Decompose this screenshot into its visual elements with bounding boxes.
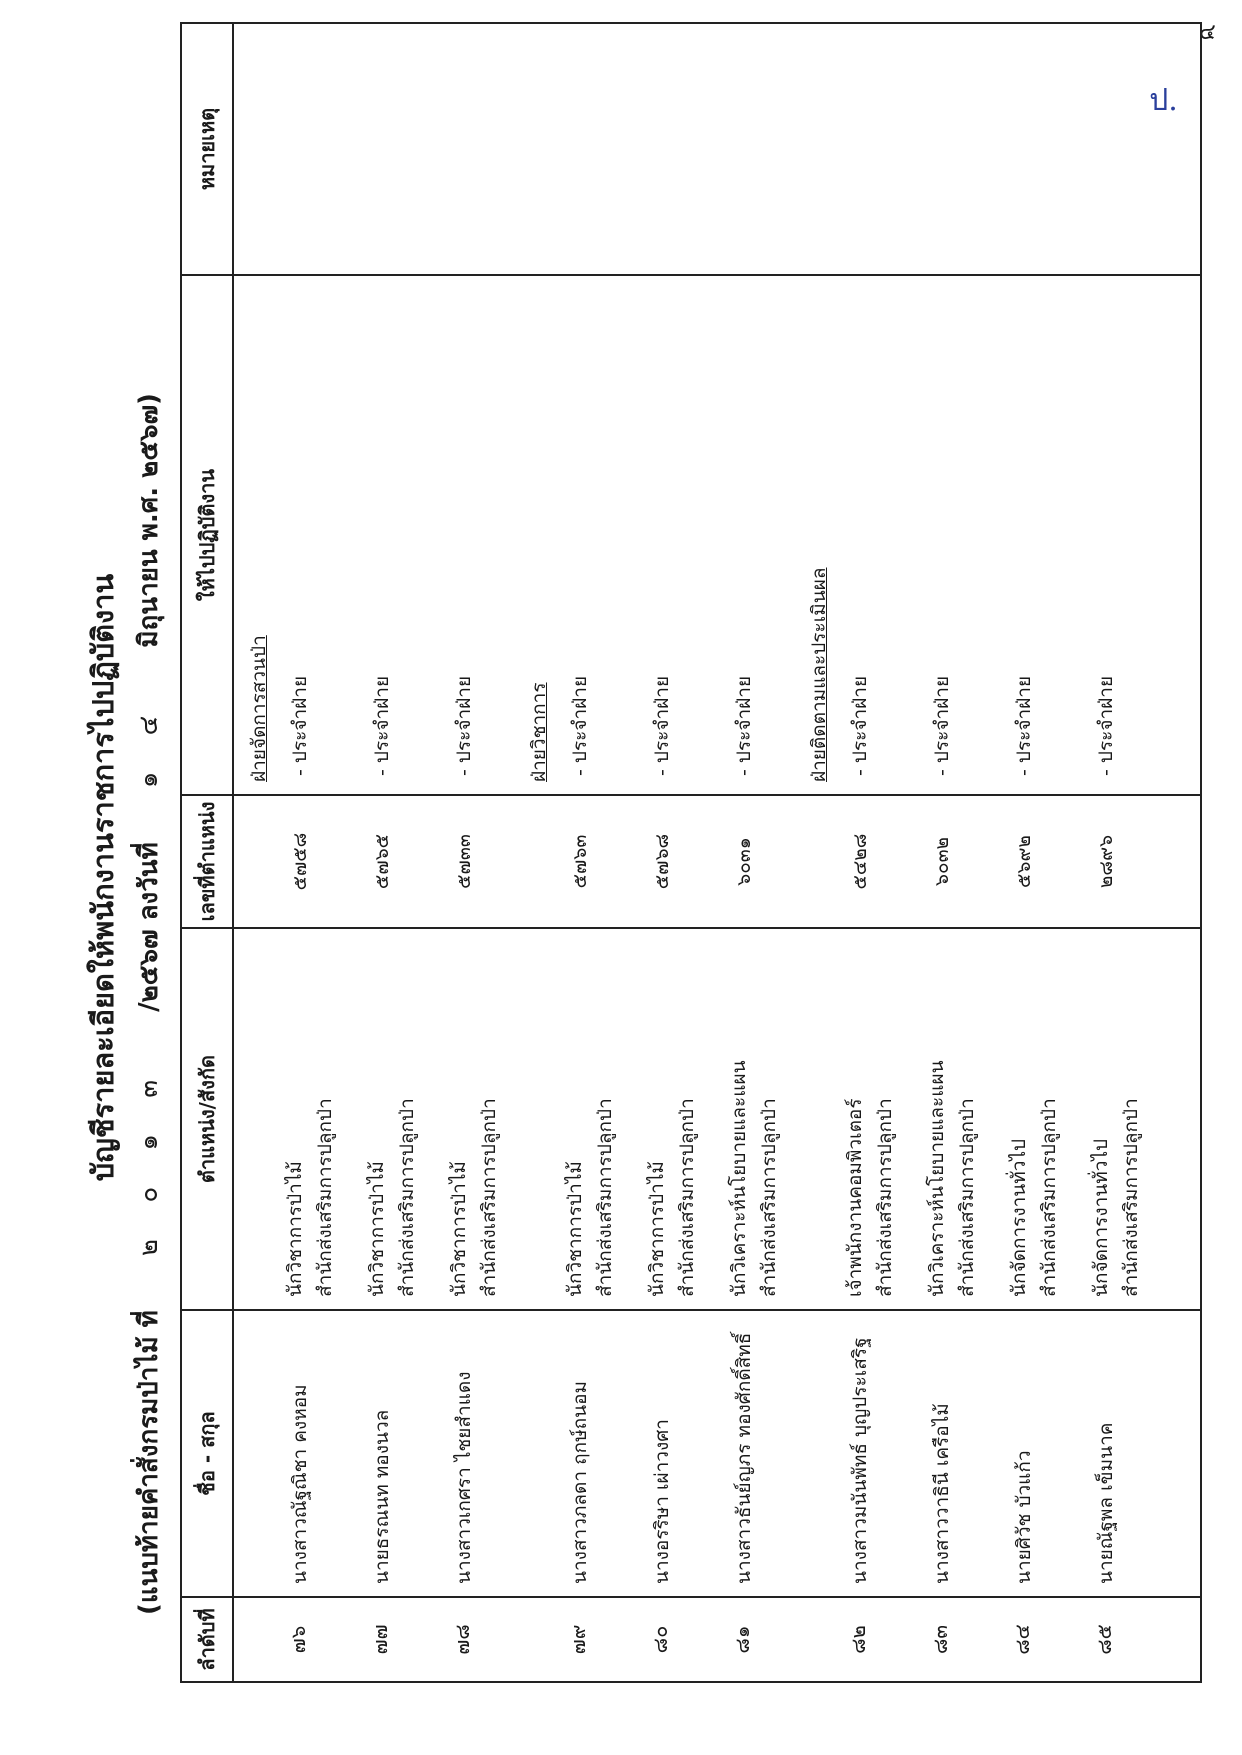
col-header-remark: หมายเหตุ [182,24,233,275]
col-header-position-no: เลขที่ตำแหน่ง [182,795,233,928]
page-number: ๔ [1199,20,1216,46]
employee-name: นายธรณนท ทองนวล [371,1409,393,1584]
position-number: ๕๗๓๓ [453,834,475,889]
position-number: ๕๔๒๘ [849,833,871,890]
position-number: ๕๖๙๒ [1013,835,1035,888]
position-number: ๖๐๓๒ [931,836,953,887]
unit-name: สำนักส่งเสริมการปลูกป่า [594,1098,616,1297]
col-header-no: ลำดับที่ [182,1597,233,1681]
employee-name: นายณัฐพล เข็มนาค [1095,1422,1117,1584]
column-no [233,1597,1200,1681]
row-number: ๘๒ [846,1625,870,1654]
row-number: ๘๑ [730,1625,754,1654]
assignment: - ประจำฝ่าย [1013,675,1035,776]
unit-name: สำนักส่งเสริมการปลูกป่า [396,1098,418,1297]
position-unit [438,929,526,1309]
unit-name: สำนักส่งเสริมการปลูกป่า [314,1098,336,1297]
row-number: ๗๘ [450,1624,474,1655]
employee-name: นางสาวธันย์ญภร ทองศักดิ์สิทธิ์ [733,1332,755,1584]
assignment: - ประจำฝ่าย [931,675,953,776]
unit-name: สำนักส่งเสริมการปลูกป่า [956,1098,978,1297]
position-number: ๕๗๖๓ [569,834,591,889]
unit-name: สำนักส่งเสริมการปลูกป่า [874,1098,896,1297]
column-remark [233,24,1200,275]
assignment: - ประจำฝ่าย [1095,675,1117,776]
position-unit [356,929,444,1309]
position-title: เจ้าพนักงานคอมพิวเตอร์ [844,1098,866,1297]
position-title: นักวิชาการป่าไม้ [646,1161,668,1297]
position-unit [718,929,806,1309]
position-title: นักจัดการงานทั่วไป [1008,1138,1030,1297]
position-number: ๒๘๙๖ [1095,834,1117,889]
position-unit [916,929,1004,1309]
row-number: ๗๗ [368,1624,392,1655]
assignment: - ประจำฝ่าย [371,675,393,776]
employee-name: นางสาวมนันพัทธ์ บุญประเสริฐ [849,1337,871,1584]
document-subtitle [128,393,169,1615]
column-name [233,1310,1200,1597]
unit-name: สำนักส่งเสริมการปลูกป่า [1038,1098,1060,1297]
col-header-position: ตำแหน่ง/สังกัด [182,928,233,1310]
initials-mark: ป. [1149,83,1178,119]
row-number: ๘๕ [1092,1624,1116,1655]
row-number: ๘๔ [1010,1624,1034,1655]
row-number: ๗๙ [566,1624,590,1655]
position-unit [834,929,922,1309]
order-year: /๒๕๖๗ ลงวันที่ [134,842,164,1012]
position-unit [636,929,724,1309]
section-heading: ฝ่ายจัดการสวนป่า [248,635,270,782]
employee-name: นางสาวภลดา ฤกษ์ถนอม [569,1380,591,1584]
order-number: ๒ ๐ ๑ ๓ [134,1065,164,1257]
employee-name: นางอรริษา เผ่าวงศา [651,1419,673,1584]
column-position-no [233,795,1200,928]
position-title: นักวิเคราะห์นโยบายและแผน [926,1060,948,1297]
table-header-row [182,24,233,1681]
unit-name: สำนักส่งเสริมการปลูกป่า [478,1098,500,1297]
row-number: ๘๓ [928,1624,952,1655]
employee-name: นางสาวเกศรา ไชยสำแดง [453,1371,475,1584]
position-title: นักวิเคราะห์นโยบายและแผน [728,1060,750,1297]
employee-name: นายศิวัช บัวแก้ว [1013,1450,1035,1584]
document-title: บัญชีรายละเอียดให้พนักงานราชการไปปฏิบัติงาน [86,573,120,1182]
unit-name: สำนักส่งเสริมการปลูกป่า [758,1098,780,1297]
assignment: - ประจำฝ่าย [569,675,591,776]
position-number: ๕๗๖๕ [371,833,393,890]
column-assignment [233,275,1200,795]
position-number: ๖๐๓๑ [733,837,755,886]
unit-name: สำนักส่งเสริมการปลูกป่า [676,1098,698,1297]
section-heading: ฝ่ายติดตามและประเมินผล [808,567,830,782]
employee-name: นางสาวณัฐณิชา คงหอม [289,1384,311,1584]
assignment: - ประจำฝ่าย [453,675,475,776]
assignment: - ประจำฝ่าย [849,675,871,776]
position-number: ๕๗๖๘ [651,833,673,890]
col-header-name: ชื่อ - สกุล [182,1310,233,1597]
row-number: ๗๖ [286,1625,310,1654]
assignment: - ประจำฝ่าย [733,675,755,776]
position-unit [998,929,1086,1309]
section-heading: ฝ่ายวิชาการ [528,682,550,782]
position-title: นักวิชาการป่าไม้ [366,1161,388,1297]
order-month-year: มิถุนายน พ.ศ. ๒๕๖๗) [134,393,164,648]
position-unit [554,929,642,1309]
position-title: นักวิชาการป่าไม้ [448,1161,470,1297]
position-title: นักวิชาการป่าไม้ [284,1161,306,1297]
col-header-assignment: ให้ไปปฏิบัติงาน [182,275,233,795]
row-number: ๘๐ [648,1625,672,1654]
position-title: นักวิชาการป่าไม้ [564,1161,586,1297]
unit-name: สำนักส่งเสริมการปลูกป่า [1120,1098,1142,1297]
order-day: ๑ ๔ [134,701,164,789]
position-unit [274,929,362,1309]
position-unit [1080,929,1168,1309]
assignment: - ประจำฝ่าย [651,675,673,776]
employee-name: นางสาววาธินี เครือไม้ [931,1403,953,1584]
position-title: นักจัดการงานทั่วไป [1090,1138,1112,1297]
position-number: ๕๗๕๘ [289,832,311,891]
column-position [233,928,1200,1310]
subtitle-prefix: (แนบท้ายคำสั่งกรมป่าไม้ ที่ [134,1310,164,1615]
assignment: - ประจำฝ่าย [289,675,311,776]
assignment-table [180,22,1202,1683]
